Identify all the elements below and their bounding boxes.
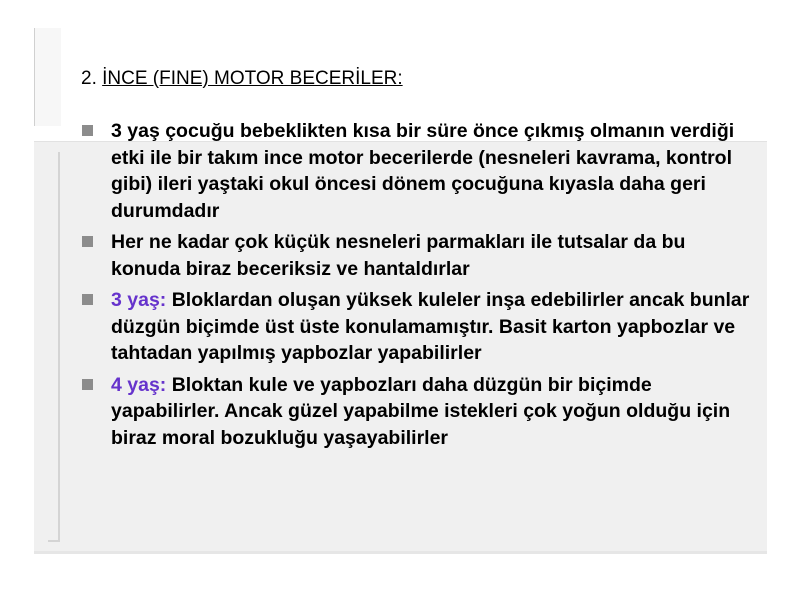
bullet-item: [81, 118, 751, 224]
square-bullet-icon: [82, 236, 93, 247]
content-panel-shadow: [34, 551, 767, 554]
decorative-frame-line: [48, 152, 60, 542]
bullet-lead: 4 yaş:: [111, 373, 167, 396]
bullet-item: [81, 287, 751, 367]
square-bullet-icon: [82, 294, 93, 305]
bullet-list: [81, 118, 751, 451]
slide-heading: [81, 68, 403, 90]
square-bullet-icon: [82, 379, 93, 390]
bullet-item: [81, 372, 751, 452]
bullet-text: Her ne kadar çok küçük nesneleri parmakları ile tutsalar da bu konuda biraz beceriksiz ve hantaldırlar: [111, 231, 686, 280]
bullet-text: Bloktan kule ve yapbozları daha düzgün bir biçimde yapabilirler. Ancak güzel yapabilme istekleri çok yoğun olduğu için biraz moral bozukluğu yaşayabilirler: [111, 373, 731, 449]
square-bullet-icon: [82, 125, 93, 136]
heading-title: İNCE (FINE) MOTOR BECERİLER:: [102, 68, 403, 89]
bullet-lead: 3 yaş:: [111, 289, 167, 311]
heading-number: 2.: [81, 68, 103, 89]
bullet-item: [81, 229, 751, 282]
bullet-text: 3 yaş çocuğu bebeklikten kısa bir süre önce çıkmış olmanın verdiği etki ile bir takım ince motor becerilerde (nesneleri kavrama, kontrol gibi) ileri yaştaki okul öncesi dönem çocuğuna kıyasla daha geri durumdadır: [111, 120, 735, 222]
slide-left-border: [34, 28, 35, 126]
slide-left-strip: [35, 28, 61, 126]
bullet-text: Bloklardan oluşan yüksek kuleler inşa edebilirler ancak bunlar düzgün biçimde üst üste konulamamıştır. Basit karton yapbozlar ve tahtadan yapılmış yapbozlar yapabilirler: [111, 289, 750, 364]
